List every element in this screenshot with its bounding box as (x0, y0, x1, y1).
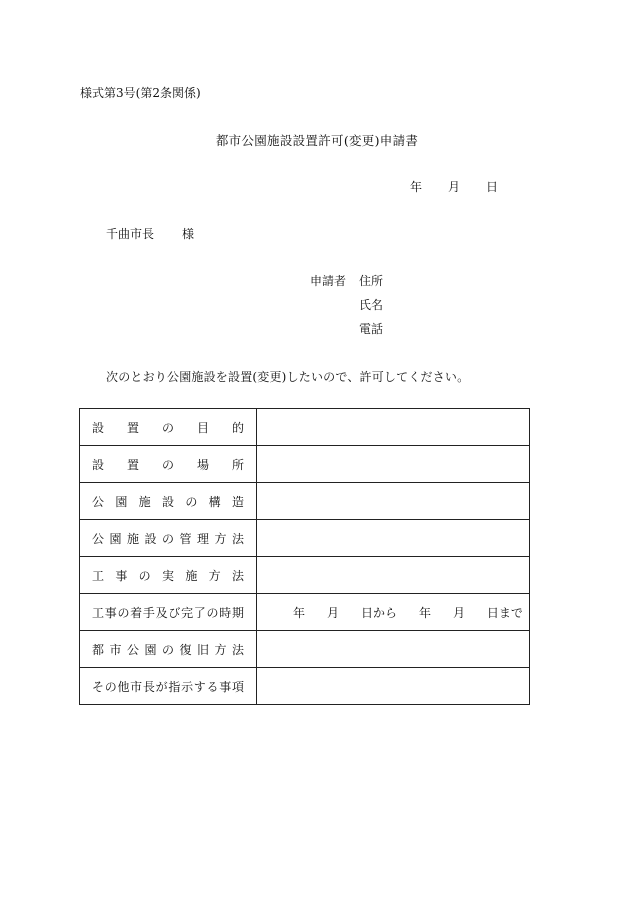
row-value-restoration[interactable] (257, 631, 530, 668)
table-row (80, 520, 530, 557)
row-value-other[interactable] (257, 668, 530, 705)
applicant-phone-label: 電話 (359, 322, 384, 336)
table-row (80, 631, 530, 668)
row-value-construction-period[interactable] (257, 594, 530, 631)
row-value-construction-method[interactable] (257, 557, 530, 594)
table-row (80, 594, 530, 631)
addressee-name: 千曲市長 (106, 227, 155, 241)
applicant-name-label: 氏名 (359, 298, 384, 312)
table-row (80, 483, 530, 520)
period-end-month: 月 (452, 605, 465, 620)
form-number: 様式第3号(第2条関係) (80, 86, 201, 100)
addressee-honorific: 様 (182, 227, 195, 241)
row-label-construction-period: 工事の着手及び完了の時期 (80, 594, 257, 631)
addressee (106, 225, 194, 242)
row-label-restoration: 都市公園の復旧方法 (80, 631, 257, 668)
period-start-day: 日から (360, 605, 397, 620)
row-label-purpose: 設置の目的 (80, 409, 257, 446)
request-text: 次のとおり公園施設を設置(変更)したいので、許可してください。 (106, 370, 470, 384)
date-day-label: 日 (486, 180, 499, 194)
date-month-label: 月 (448, 180, 461, 194)
date-line (410, 178, 498, 195)
row-label-structure: 公園施設の構造 (80, 483, 257, 520)
period-start-month: 月 (326, 605, 339, 620)
row-value-location[interactable] (257, 446, 530, 483)
applicant-label: 申請者 (310, 274, 347, 288)
application-table (79, 408, 530, 705)
table-row (80, 668, 530, 705)
row-value-structure[interactable] (257, 483, 530, 520)
row-label-management: 公園施設の管理方法 (80, 520, 257, 557)
document-title: 都市公園施設設置許可(変更)申請書 (215, 133, 419, 148)
period-end-year: 年 (418, 605, 431, 620)
row-value-management[interactable] (257, 520, 530, 557)
period-start-year: 年 (293, 605, 306, 620)
table-row (80, 446, 530, 483)
period-end-day: 日まで (486, 605, 523, 620)
date-year-label: 年 (410, 180, 423, 194)
row-label-other: その他市長が指示する事項 (80, 668, 257, 705)
row-label-construction-method: 工事の実施方法 (80, 557, 257, 594)
table-row (80, 557, 530, 594)
construction-period (257, 604, 529, 621)
row-value-purpose[interactable] (257, 409, 530, 446)
table-row (80, 409, 530, 446)
row-label-location: 設置の場所 (80, 446, 257, 483)
applicant-address-label: 住所 (359, 274, 384, 288)
